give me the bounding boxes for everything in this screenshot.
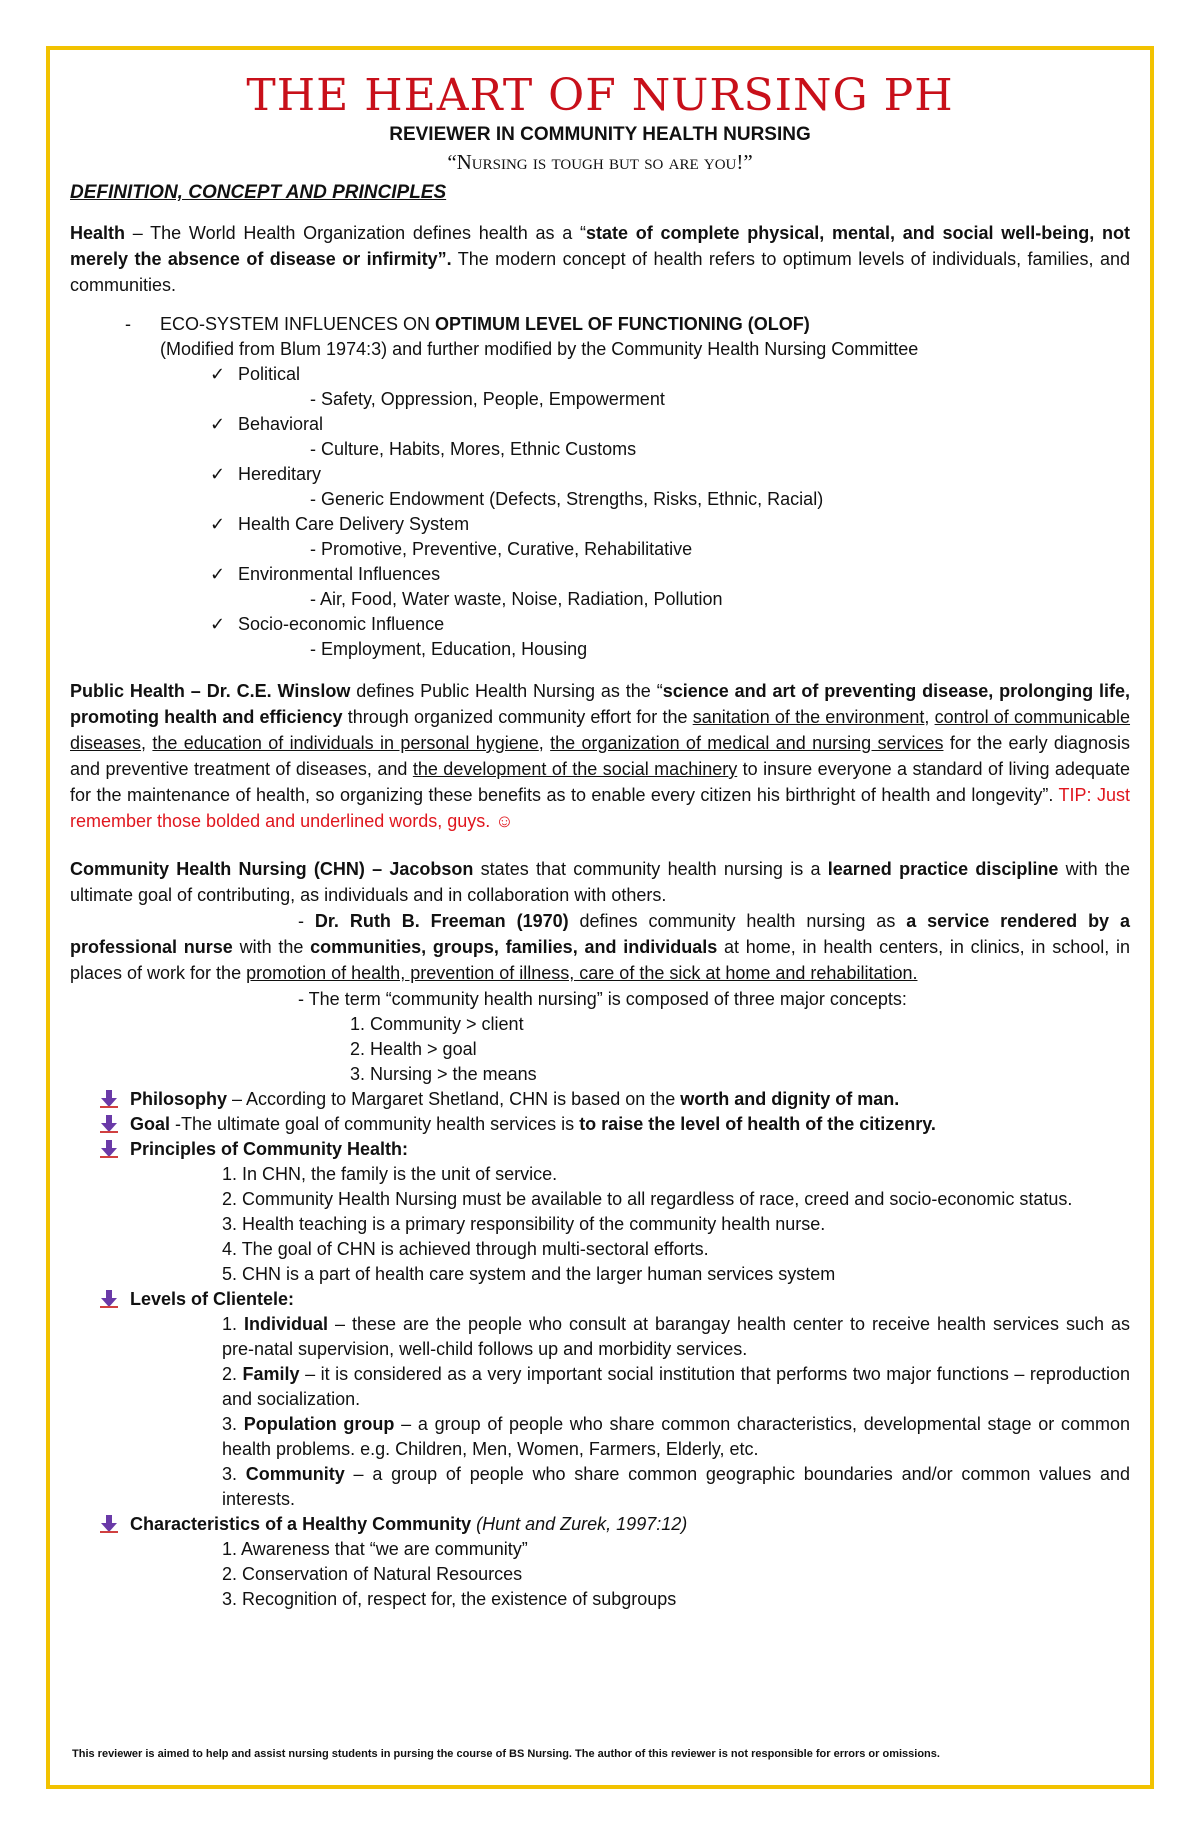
health-intro: – The World Health Organization defines health as a “ xyxy=(125,223,586,243)
characteristics-citation: (Hunt and Zurek, 1997:12) xyxy=(471,1514,688,1534)
motto: “Nursing is tough but so are you!” xyxy=(447,150,753,174)
item-term: Family xyxy=(242,1364,300,1384)
item-term: Community xyxy=(245,1464,345,1484)
influence-label: Hereditary xyxy=(238,464,322,484)
arrow-bullet-icon xyxy=(98,1114,120,1134)
checkmark-icon: ✓ xyxy=(210,564,226,584)
underlined-run: the education of individuals in personal hygiene xyxy=(152,733,539,753)
bold-run: to raise the level of health of the citizenry. xyxy=(579,1114,936,1134)
text-run: , xyxy=(924,707,935,727)
text-run: at home, in health centers, in clinics, in school, in places of work for the xyxy=(70,937,1131,983)
bold-run: communities, groups, families, and individuals xyxy=(310,937,718,957)
eco-subheading: (Modified from Blum 1974:3) and further modified by the Community Health Nursing Committee xyxy=(160,339,919,359)
section-heading: DEFINITION, CONCEPT AND PRINCIPLES xyxy=(70,182,447,203)
item-text: – a group of people who share common characteristics, developmental stage or common health problems. e.g. Children, Men, Women, Farmers, Elderly, etc. xyxy=(222,1414,1131,1459)
bold-run: science and art of preventing disease, prolonging life, promoting health and efficiency xyxy=(70,681,1130,727)
checkmark-icon: ✓ xyxy=(210,464,226,484)
influence-label: Political xyxy=(238,364,301,384)
text-run: with the ultimate goal of contributing, as individuals and in collaboration with others. xyxy=(70,859,1130,905)
underlined-run: sanitation of the environment xyxy=(692,707,925,727)
characteristics-item xyxy=(98,1512,1130,1612)
freeman-definition xyxy=(70,908,1130,986)
list-item: 3. Nursing > the means xyxy=(350,1064,537,1084)
list-item: 2. Health > goal xyxy=(350,1039,477,1059)
text-run: for the early diagnosis and preventive treatment of diseases, and xyxy=(70,733,1130,779)
influence-label: Behavioral xyxy=(238,414,324,434)
principles-label: Principles of Community Health: xyxy=(130,1139,409,1159)
list-item xyxy=(210,362,1130,412)
freeman-name: Dr. Ruth B. Freeman (1970) xyxy=(314,911,569,931)
text-run: -The ultimate goal of community health services is xyxy=(170,1114,580,1134)
health-term: Health xyxy=(70,223,126,243)
clientele-item xyxy=(98,1287,1130,1512)
influence-desc: - Culture, Habits, Mores, Ethnic Customs xyxy=(310,439,637,459)
influence-desc: - Safety, Oppression, People, Empowerment xyxy=(310,389,665,409)
text-run: to insure everyone a standard of living adequate for the maintenance of health, so organizing these benefits as to enable every citizen his birthright of health and longevity”. xyxy=(70,759,1130,805)
influence-desc: - Employment, Education, Housing xyxy=(310,639,588,659)
list-item xyxy=(210,562,1130,612)
influence-label: Environmental Influences xyxy=(238,564,441,584)
item-text: – a group of people who share common geographic boundaries and/or common values and interests. xyxy=(222,1464,1130,1509)
list-item xyxy=(222,1412,1130,1462)
public-health-definition xyxy=(70,678,1130,834)
eco-system-heading xyxy=(125,312,1130,362)
text-run: through organized community effort for the xyxy=(342,707,693,727)
item-number: 3. xyxy=(222,1464,246,1484)
list-item xyxy=(210,462,1130,512)
goal-item xyxy=(98,1112,1130,1137)
list-item: 5. CHN is a part of health care system and the larger human services system xyxy=(222,1264,836,1284)
text-run: states that community health nursing is a xyxy=(473,859,828,879)
checkmark-icon: ✓ xyxy=(210,614,226,634)
list-item xyxy=(210,512,1130,562)
arrow-bullet-icon xyxy=(98,1139,120,1159)
item-term: Population group xyxy=(243,1414,395,1434)
chn-concepts xyxy=(70,1012,1130,1087)
principles-item xyxy=(98,1137,1130,1287)
footer-disclaimer: This reviewer is aimed to help and assist nursing students in pursing the course of BS Nursing. The author of this reviewer is not responsible for errors or omissions. xyxy=(72,1748,940,1760)
list-item: 2. Community Health Nursing must be available to all regardless of race, creed and socio-economic status. xyxy=(222,1189,1073,1209)
document-page xyxy=(70,70,1130,1612)
text-run: , xyxy=(538,733,551,753)
list-item: 1. Community > client xyxy=(350,1014,524,1034)
checkmark-icon: ✓ xyxy=(210,414,226,434)
characteristics-list xyxy=(130,1537,1130,1612)
tip-note: TIP: Just remember those bolded and underlined words, guys. ☺ xyxy=(70,785,1130,831)
underlined-run: promotion of health, prevention of illness, care of the sick at home and rehabilitation. xyxy=(246,963,918,983)
item-text: – it is considered as a very important social institution that performs two major functions – reproduction and socialization. xyxy=(222,1364,1130,1409)
item-number: 2. xyxy=(222,1364,243,1384)
goal-label: Goal xyxy=(130,1114,171,1134)
principles-list xyxy=(130,1162,1130,1287)
text-run: , xyxy=(141,733,153,753)
chn-term: Community Health Nursing (CHN) – Jacobson xyxy=(70,859,474,879)
arrow-bullet-icon xyxy=(98,1514,120,1534)
public-health-term: Public Health – Dr. C.E. Winslow xyxy=(70,681,351,701)
list-item: 1. In CHN, the family is the unit of service. xyxy=(222,1164,558,1184)
checkmark-icon: ✓ xyxy=(210,514,226,534)
bold-run: worth and dignity of man. xyxy=(680,1089,900,1109)
bold-run: learned practice discipline xyxy=(827,859,1059,879)
eco-influence-list xyxy=(70,362,1130,662)
document-title: THE HEART OF NURSING PH xyxy=(246,70,954,121)
arrow-bullet-icon xyxy=(98,1289,120,1309)
list-item: 1. Awareness that “we are community” xyxy=(222,1539,528,1559)
eco-prefix: ECO-SYSTEM INFLUENCES ON xyxy=(160,314,436,334)
text-run: defines Public Health Nursing as the “ xyxy=(350,681,663,701)
list-item: 3. Recognition of, respect for, the existence of subgroups xyxy=(222,1589,677,1609)
list-item xyxy=(210,412,1130,462)
eco-dash: - xyxy=(125,314,131,334)
list-item xyxy=(210,612,1130,662)
influence-desc: - Promotive, Preventive, Curative, Rehabilitative xyxy=(310,539,693,559)
list-item: 2. Conservation of Natural Resources xyxy=(222,1564,523,1584)
underlined-run: control of communicable diseases xyxy=(70,707,1131,753)
chn-definition xyxy=(70,856,1130,908)
influence-desc: - Air, Food, Water waste, Noise, Radiation, Pollution xyxy=(310,589,723,609)
clientele-list xyxy=(130,1312,1130,1512)
eco-bold: OPTIMUM LEVEL OF FUNCTIONING (OLOF) xyxy=(435,314,810,334)
underlined-run: the organization of medical and nursing services xyxy=(550,733,944,753)
philosophy-label: Philosophy xyxy=(130,1089,228,1109)
health-definition xyxy=(70,220,1130,298)
item-term: Individual xyxy=(243,1314,328,1334)
list-item: 3. Health teaching is a primary responsibility of the community health nurse. xyxy=(222,1214,826,1234)
influence-desc: - Generic Endowment (Defects, Strengths, Risks, Ethnic, Racial) xyxy=(310,489,824,509)
characteristics-label: Characteristics of a Healthy Community xyxy=(130,1514,472,1534)
text-run: - xyxy=(298,911,315,931)
item-number: 3. xyxy=(222,1414,244,1434)
health-rest: The modern concept of health refers to optimum levels of individuals, families, and communities. xyxy=(70,249,1130,295)
topics-list xyxy=(70,1087,1130,1612)
chn-term-line: - The term “community health nursing” is composed of three major concepts: xyxy=(298,989,907,1009)
checkmark-icon: ✓ xyxy=(210,364,226,384)
clientele-label: Levels of Clientele: xyxy=(130,1289,295,1309)
philosophy-item xyxy=(98,1087,1130,1112)
health-bold-definition: state of complete physical, mental, and social well-being, not merely the absence of disease or infirmity”. xyxy=(70,223,1130,269)
list-item xyxy=(222,1462,1130,1512)
text-run: – According to Margaret Shetland, CHN is based on the xyxy=(227,1089,681,1109)
arrow-bullet-icon xyxy=(98,1089,120,1109)
item-text: – these are the people who consult at barangay health center to receive health services such as pre-natal supervision, well-child follows up and morbidity services. xyxy=(222,1314,1130,1359)
list-item xyxy=(222,1312,1130,1362)
bold-run: a service rendered by a professional nurse xyxy=(70,911,1130,957)
influence-label: Health Care Delivery System xyxy=(238,514,470,534)
document-subtitle: REVIEWER IN COMMUNITY HEALTH NURSING xyxy=(389,124,811,145)
underlined-run: the development of the social machinery xyxy=(412,759,738,779)
influence-label: Socio-economic Influence xyxy=(238,614,445,634)
text-run: with the xyxy=(232,937,311,957)
list-item xyxy=(222,1362,1130,1412)
text-run: defines community health nursing as xyxy=(568,911,907,931)
list-item: 4. The goal of CHN is achieved through multi-sectoral efforts. xyxy=(222,1239,709,1259)
item-number: 1. xyxy=(222,1314,244,1334)
